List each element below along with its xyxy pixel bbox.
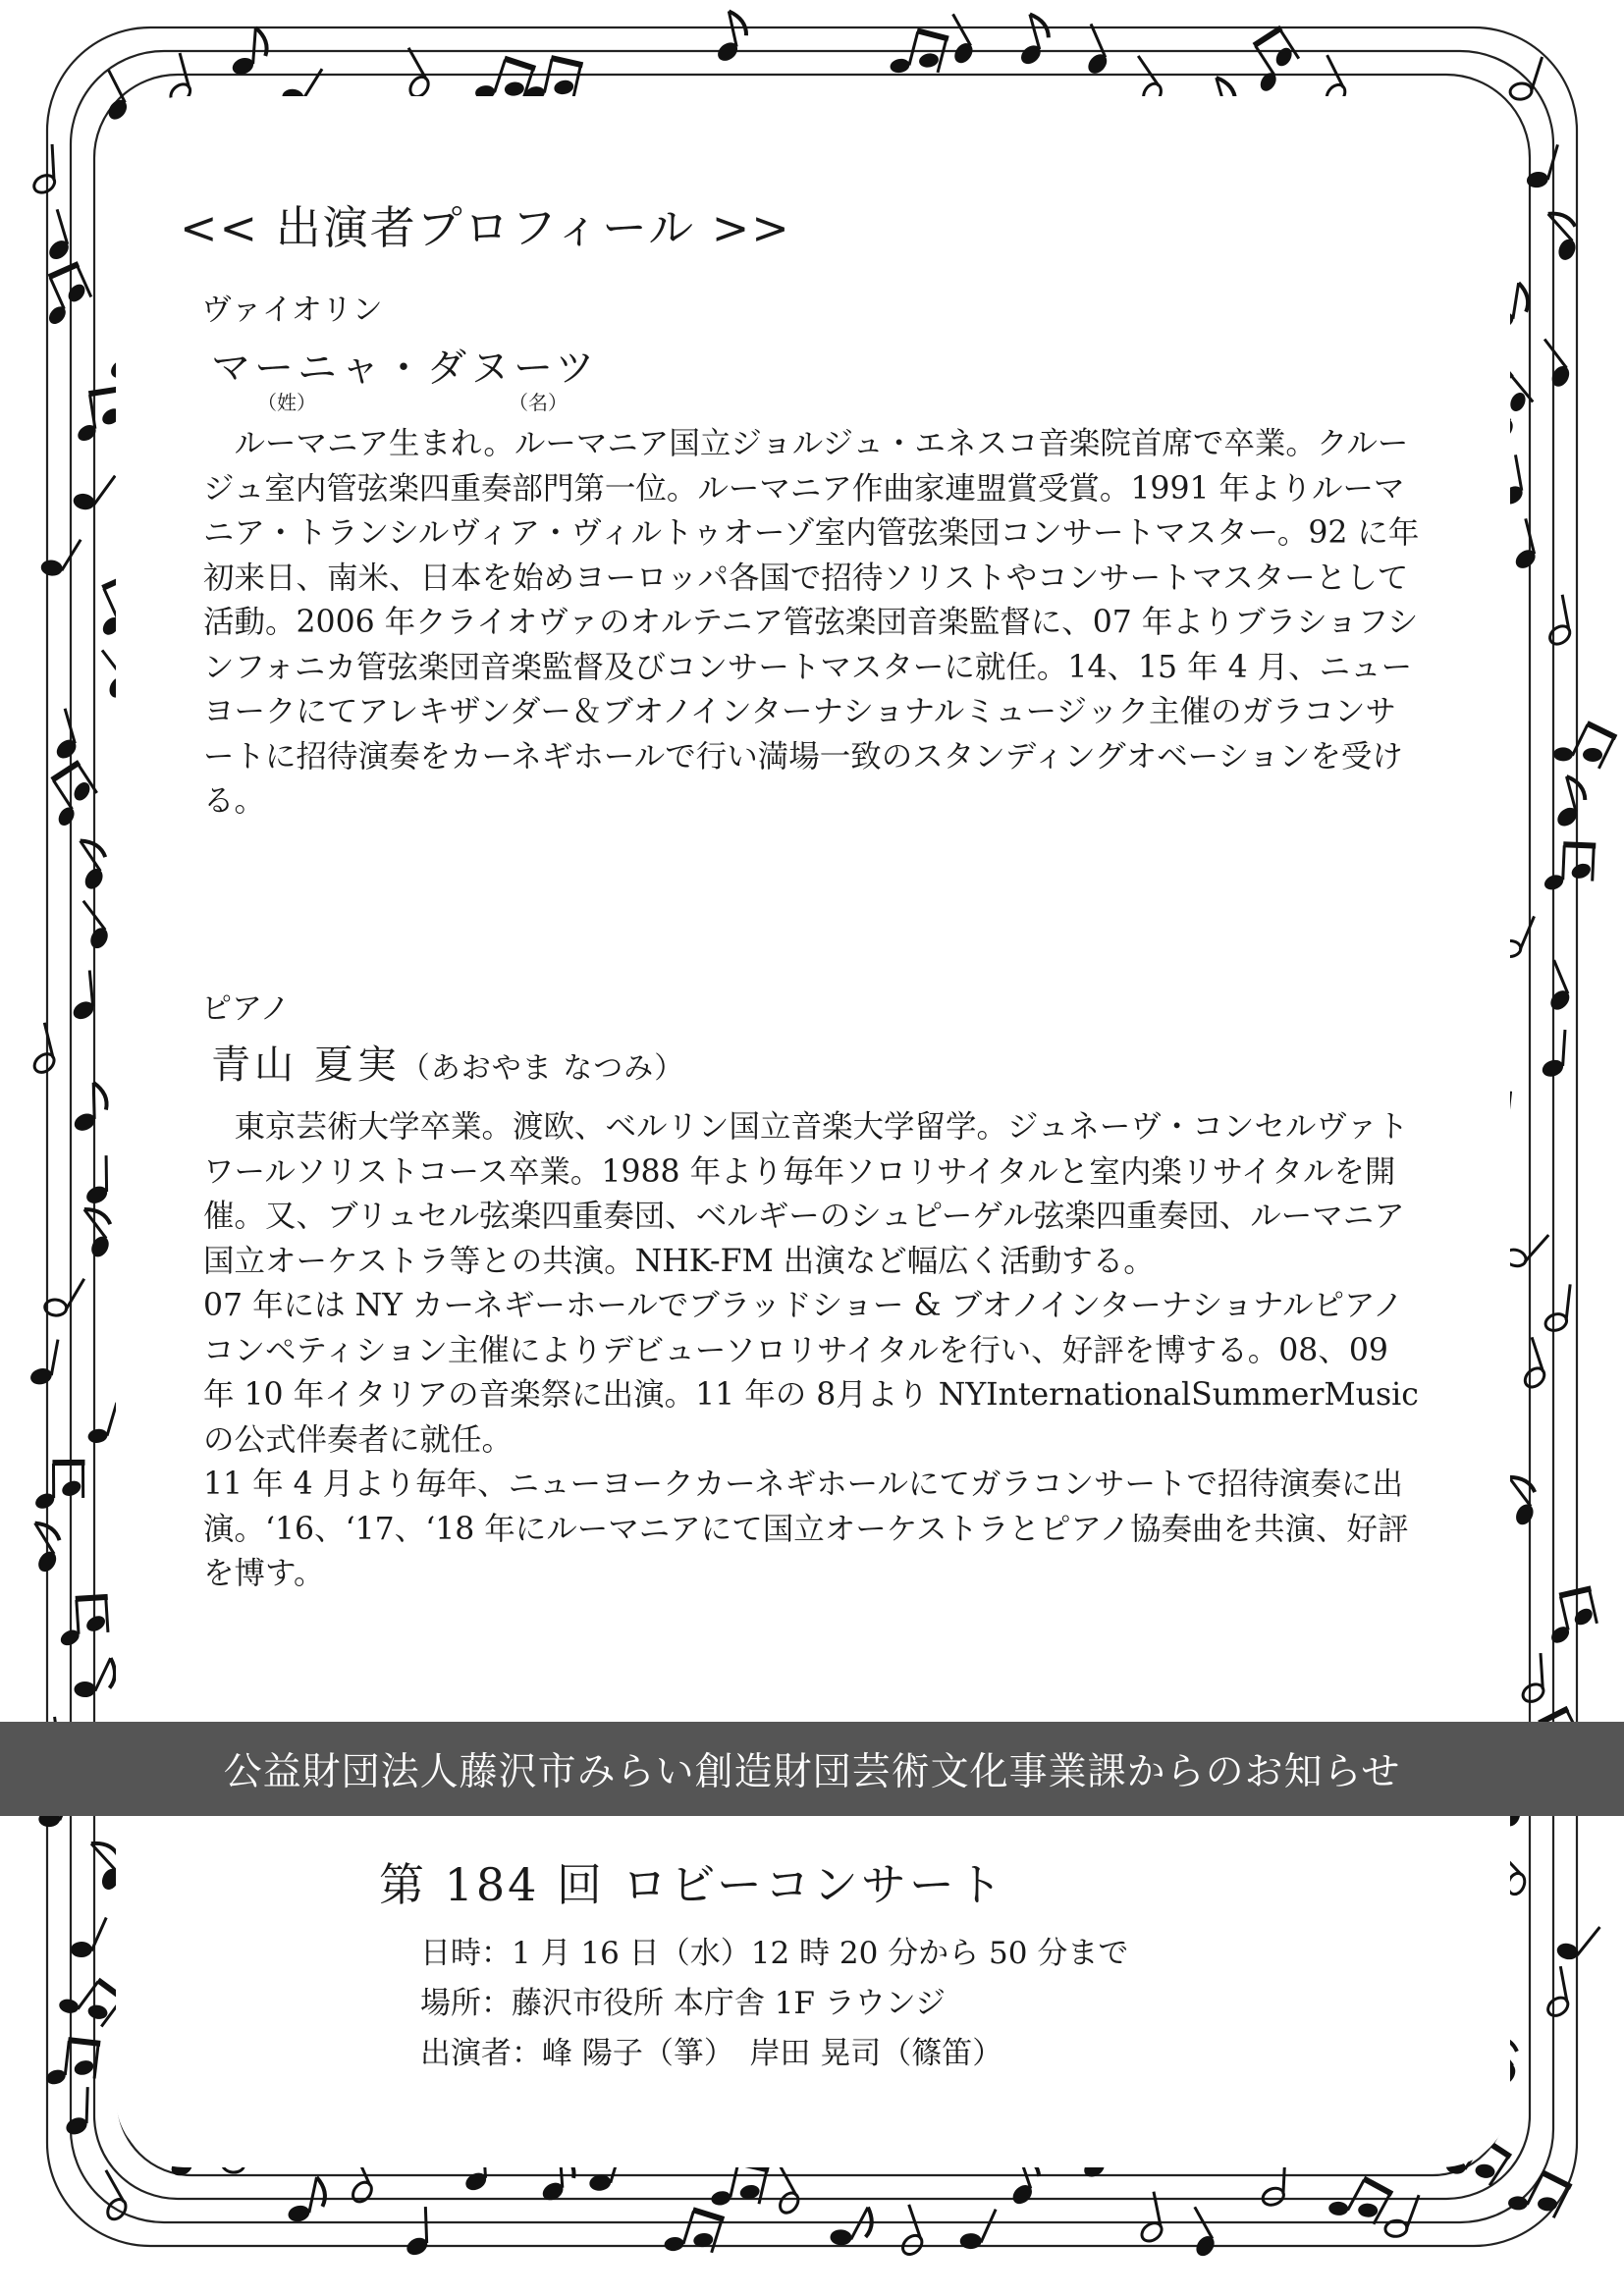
violin-instrument-label: ヴァイオリン bbox=[201, 293, 383, 328]
concert-place: 場所：藤沢市役所 本庁舎 1F ラウンジ bbox=[420, 1986, 947, 2021]
piano-instrument-label: ピアノ bbox=[201, 991, 291, 1027]
pianist-bio bbox=[203, 1105, 1421, 1597]
violinist-bio bbox=[203, 422, 1421, 825]
notice-text: 公益財団法人藤沢市みらい創造財団芸術文化事業課からのお知らせ bbox=[223, 1750, 1401, 1794]
concert-date: 日時：1 月 16 日（水）12 時 20 分から 50 分まで bbox=[420, 1936, 1129, 1971]
pianist-name-line bbox=[211, 1034, 684, 1090]
concert-performers: 出演者：峰 陽子（箏） 岸田 晃司（篠笛） bbox=[420, 2036, 1003, 2071]
notice-banner bbox=[0, 1722, 1624, 1816]
pianist-bio-paragraph: 11 年 4 月より毎年、ニューヨークカーネギホールにてガラコンサートで招待演奏に出演。‘16、‘17、‘18 年にルーマニアにて国立オーケストラとピアノ協奏曲を共演、好評を博す。 bbox=[203, 1467, 1409, 1591]
violinist-bio-paragraph: ルーマニア生まれ。ルーマニア国立ジョルジュ・エネスコ音楽院首席で卒業。クルージュ室内管弦楽四重奏部門第一位。ルーマニア作曲家連盟賞受賞。1991 年よりルーマニア・トランシルヴィア・ヴィルトゥオーゾ室内管弦楽団コンサートマスター。92 に年初来日、南米、日本を始めヨーロッパ各国で招待ソリストやコンサートマスターとして活動。2006 年クライオヴァのオルテニア管弦楽団音楽監督に、07 年よりブラショフシンフォニカ管弦楽団音楽監督及びコンサートマスターに就任。14、15 年 4 月、ニューヨークにてアレキザンダー＆ブオノインターナショナルミュージック主催のガラコンサートに招待演奏をカーネギホールで行い満場一致のスタンディングオベーションを受ける。 bbox=[203, 426, 1420, 819]
pianist-name-reading: （あおやま なつみ） bbox=[400, 1051, 685, 1086]
pianist-name: 青山 夏実 bbox=[211, 1042, 401, 1088]
pianist-bio-paragraph: 東京芸術大学卒業。渡欧、ベルリン国立音楽大学留学。ジュネーヴ・コンセルヴァトワールソリストコース卒業。1988 年より毎年ソロリサイタルと室内楽リサイタルを開催。又、ブリュセル弦楽四重奏団、ベルギーのシュピーゲル弦楽四重奏団、ルーマニア国立オーケストラ等との共演。NHK-FM 出演など幅広く活動する。 bbox=[203, 1109, 1409, 1279]
violinist-name: マーニャ・ダヌーツ bbox=[211, 346, 599, 391]
violinist-surname-note: （姓） bbox=[257, 391, 316, 414]
profile-heading: << 出演者プロフィール >> bbox=[180, 201, 791, 254]
concert-title: 第 184 回 ロビーコンサート bbox=[379, 1858, 1005, 1911]
violinist-given-name-note: （名） bbox=[509, 391, 568, 414]
concert-details bbox=[420, 1929, 1128, 2079]
pianist-bio-paragraph: 07 年には NY カーネギーホールでブラッドショー & ブオノインターナショナルピアノコンペティション主催によりデビューソロリサイタルを行い、好評を博する。08、09 年 10 年イタリアの音楽祭に出演。11 年の 8月より NYInternationalSummerMusic の公式伴奏者に就任。 bbox=[203, 1288, 1419, 1458]
